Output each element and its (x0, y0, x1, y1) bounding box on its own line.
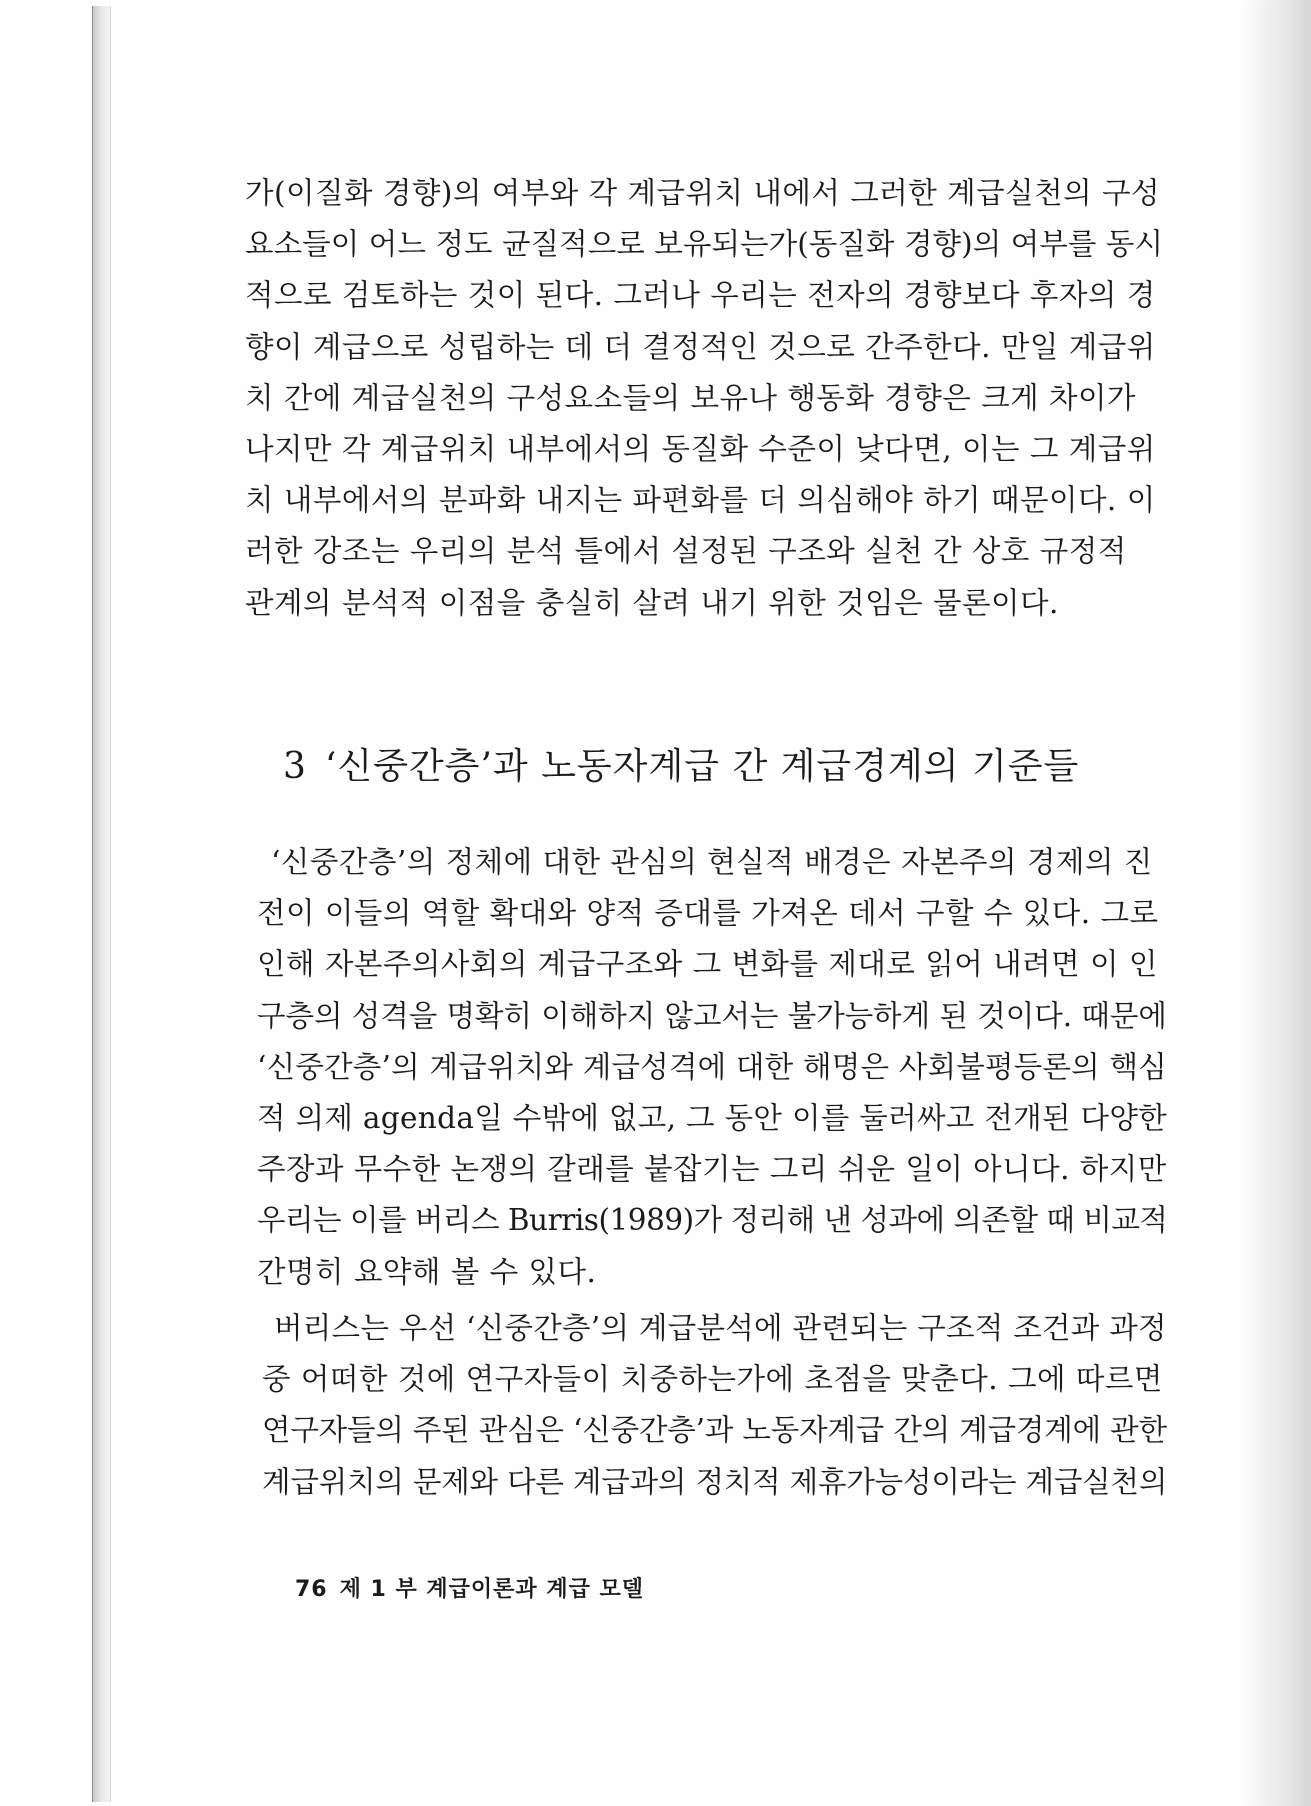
text-line: 버리스는 우선 ‘신중간층’의 계급분석에 관련되는 구조적 조건과 과정 (274, 1311, 1167, 1345)
text-line: 주장과 무수한 논쟁의 갈래를 붙잡기는 그리 쉬운 일이 아니다. 하지만 (257, 1152, 1167, 1187)
text-line: 가(이질화 경향)의 여부와 각 계급위치 내에서 그러한 계급실천의 구성 (245, 176, 1160, 210)
text-line: ‘신중간층’의 정체에 대한 관심의 현실적 배경은 자본주의 경제의 진 (271, 845, 1153, 879)
text-line: 중 어떠한 것에 연구자들이 치중하는가에 초점을 맞춘다. 그에 따르면 (262, 1362, 1163, 1397)
text-line: 우리는 이를 버리스 Burris(1989)가 정리해 낸 성과에 의존할 때 비교적 (257, 1203, 1168, 1238)
text-line: 연구자들의 주된 관심은 ‘신중간층’과 노동자계급 간의 계급경계에 관한 (262, 1413, 1167, 1448)
text-line: 계급위치의 문제와 다른 계급과의 정치적 제휴가능성이라는 계급실천의 (262, 1464, 1168, 1499)
section-number: 3 (283, 746, 307, 787)
text-line: 치 내부에서의 분파화 내지는 파편화를 더 의심해야 하기 때문이다. 이 (245, 483, 1156, 518)
text-line: ‘신중간층’의 계급위치와 계급성격에 대한 해명은 사회불평등론의 핵심 (257, 1049, 1167, 1084)
paragraph-body (262, 1303, 1167, 1508)
text-line: 전이 이들의 역할 확대와 양적 증대를 가져온 데서 구할 수 있다. 그로 (257, 896, 1159, 931)
text-line: 적 의제 agenda일 수밖에 없고, 그 동안 이를 둘러싸고 전개된 다양한 (257, 1101, 1167, 1136)
text-line: 치 간에 계급실천의 구성요소들의 보유나 행동화 경향은 크게 차이가 (245, 380, 1136, 415)
text-line: 러한 강조는 우리의 분석 틀에서 설정된 구조와 실천 간 상호 규정적 (245, 534, 1127, 569)
section-heading (283, 738, 1079, 789)
page-edge-shadow (1240, 0, 1311, 1806)
paragraph-body (257, 837, 1167, 1298)
text-line: 간명히 요약해 볼 수 있다. (257, 1254, 597, 1289)
text-line: 요소들이 어느 정도 균질적으로 보유되는가(동질화 경향)의 여부를 동시 (245, 227, 1164, 262)
running-footer (295, 1572, 644, 1603)
text-line: 적으로 검토하는 것이 된다. 그러나 우리는 전자의 경향보다 후자의 경 (245, 278, 1156, 313)
text-line: 나지만 각 계급위치 내부에서의 동질화 수준이 낮다면, 이는 그 계급위 (245, 432, 1156, 467)
text-line: 향이 계급으로 성립하는 데 더 결정적인 것으로 간주한다. 만일 계급위 (245, 329, 1156, 364)
page-number: 76 (295, 1577, 328, 1602)
text-line: 인해 자본주의사회의 계급구조와 그 변화를 제대로 읽어 내려면 이 인 (257, 947, 1158, 982)
paragraph-continued (245, 168, 1163, 629)
text-line: 관계의 분석적 이점을 충실히 살려 내기 위한 것임은 물론이다. (245, 585, 1059, 620)
section-title: ‘신중간층’과 노동자계급 간 계급경계의 기준들 (324, 746, 1080, 787)
text-line: 구층의 성격을 명확히 이해하지 않고서는 불가능하게 된 것이다. 때문에 (257, 998, 1167, 1033)
running-title: 제 1 부 계급이론과 계급 모델 (339, 1577, 645, 1602)
